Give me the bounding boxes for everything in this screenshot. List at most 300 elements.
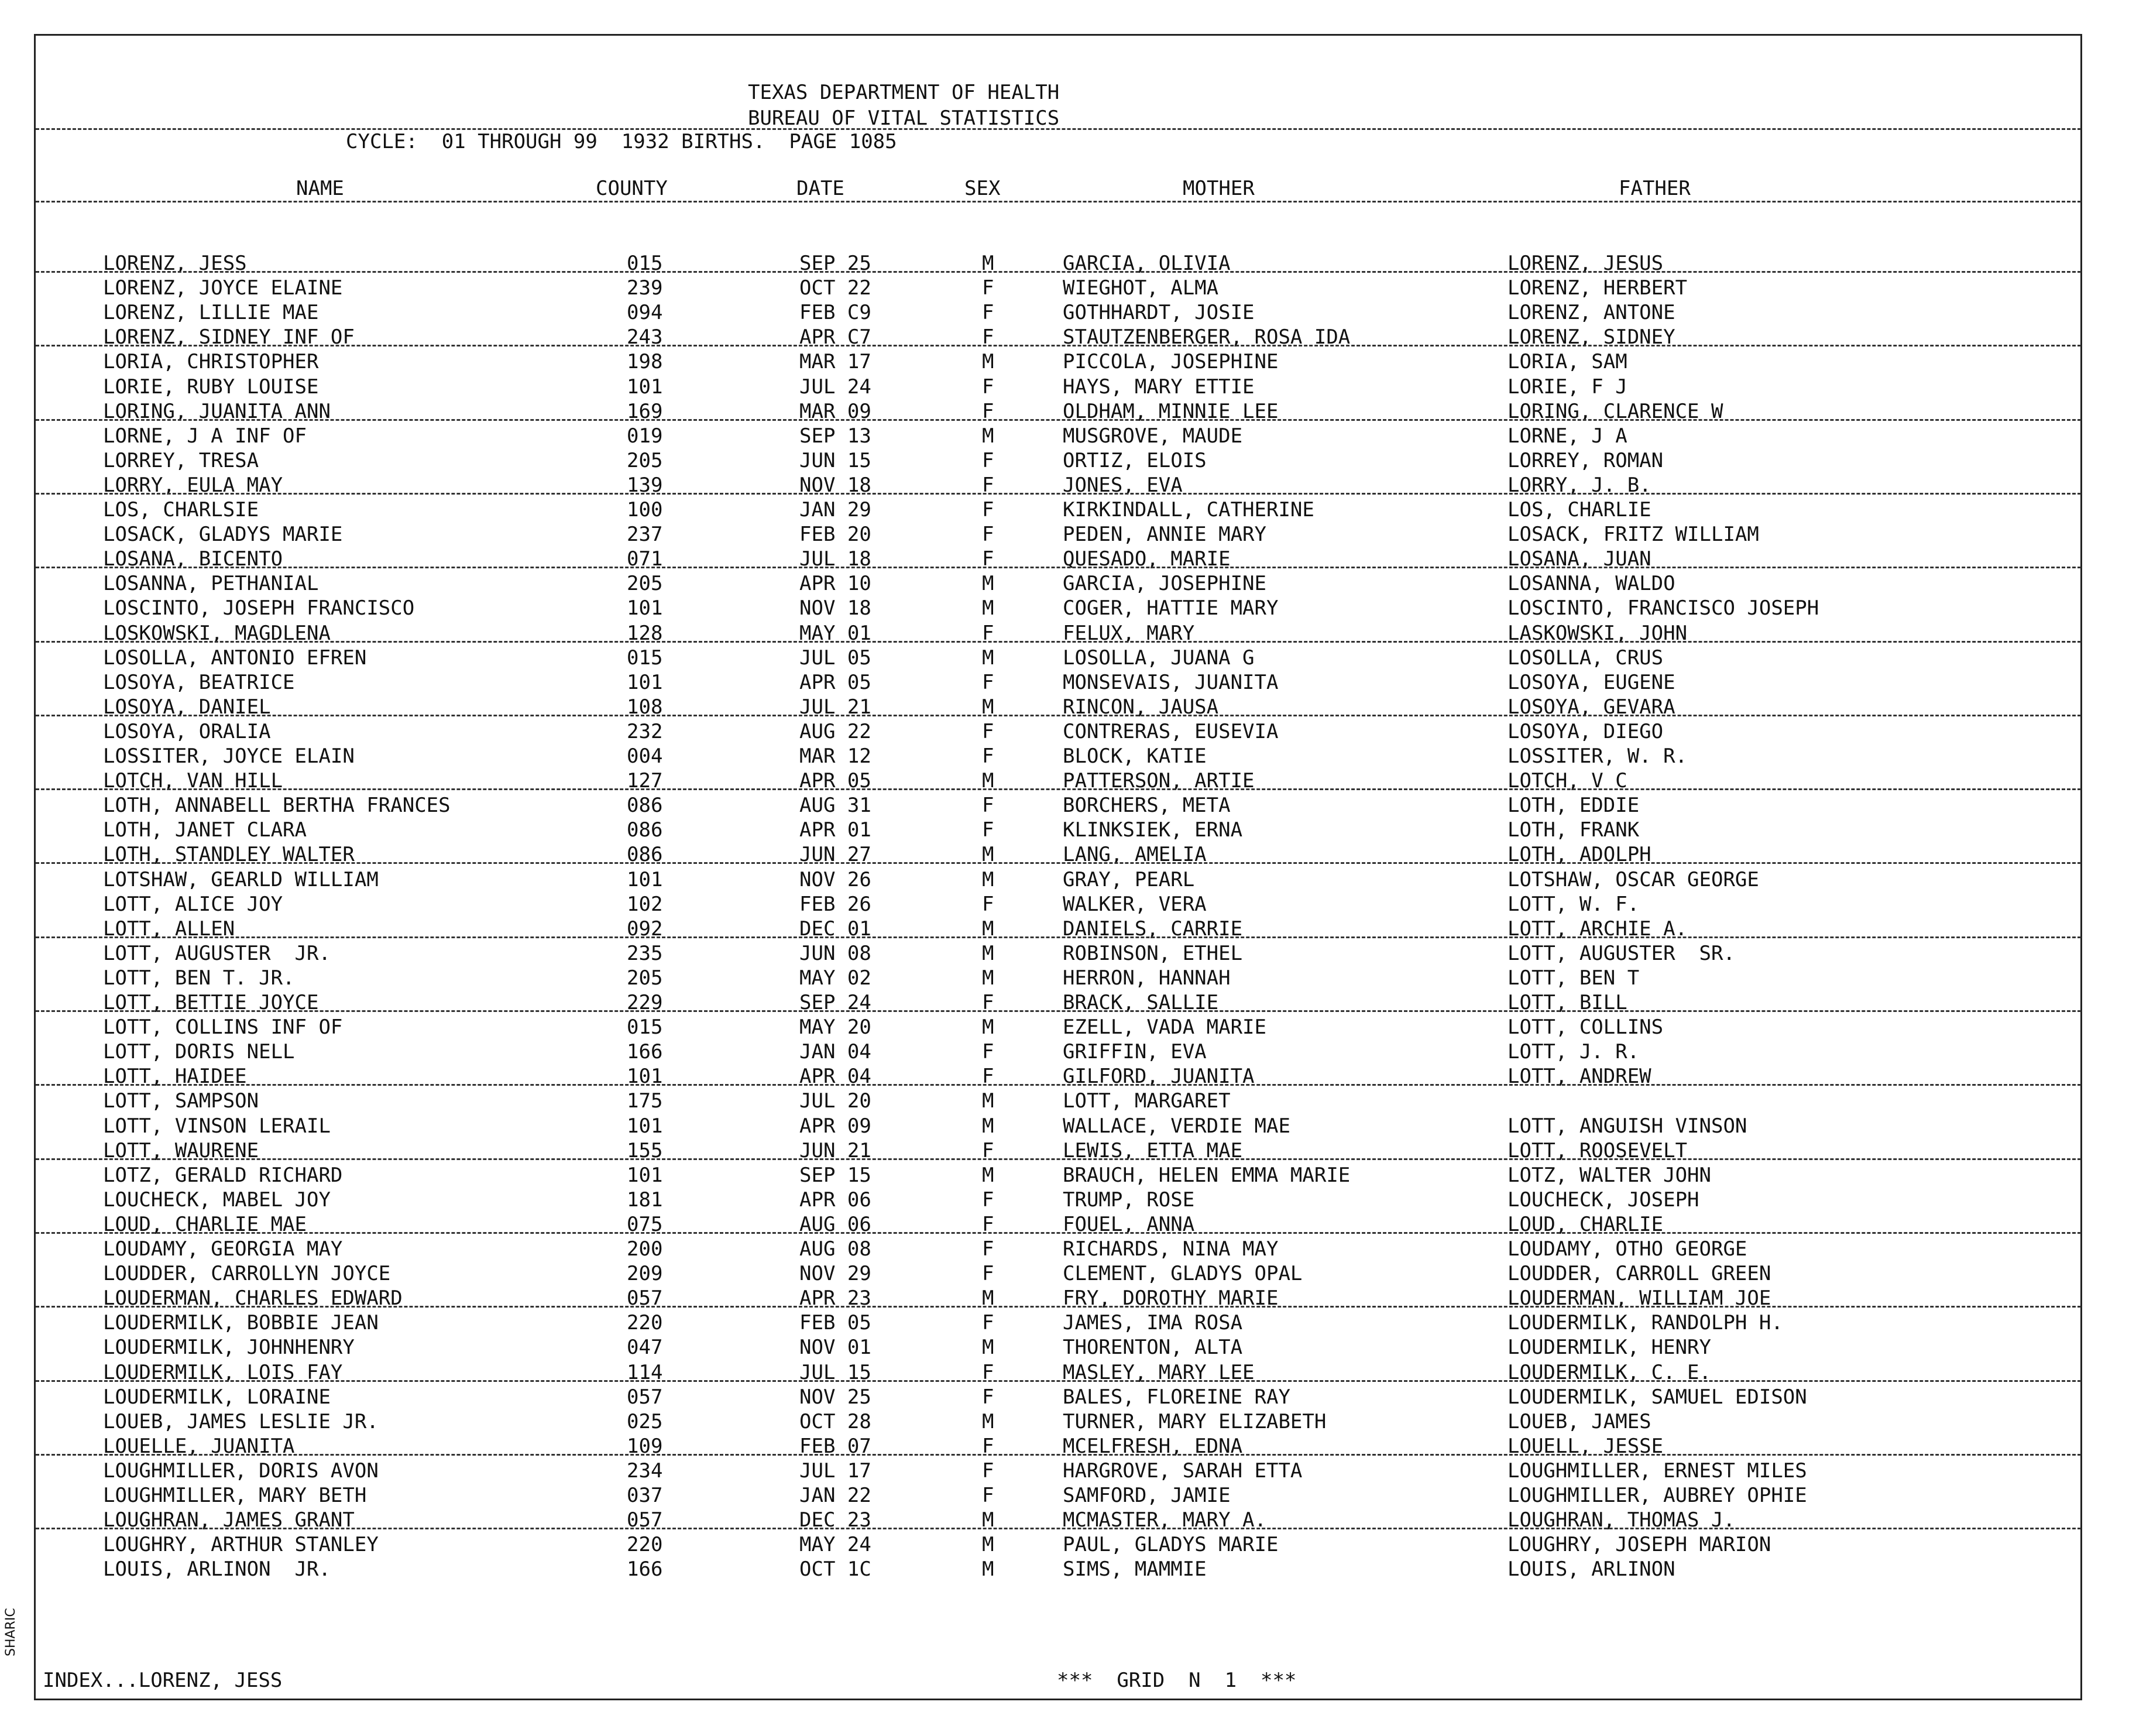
cell-father: LOUELL, JESSE (1507, 1434, 1664, 1458)
cell-county: 015 (627, 1015, 663, 1039)
cell-name: LOTT, AUGUSTER JR. (103, 941, 331, 965)
cell-date: FEB 07 (799, 1434, 871, 1458)
cell-sex: F (982, 1138, 994, 1162)
cell-county: 004 (627, 745, 663, 768)
cell-name: LORENZ, JESS (103, 252, 247, 275)
cell-date: FEB 05 (799, 1311, 871, 1335)
cell-county: 037 (627, 1484, 663, 1507)
cell-name: LOSSITER, JOYCE ELAIN (103, 745, 355, 768)
cell-date: JUL 24 (799, 375, 871, 399)
cell-father: LOTT, J. R. (1507, 1040, 1640, 1064)
row-rule (36, 1010, 2081, 1012)
cell-name: LOUGHRY, ARTHUR STANLEY (103, 1533, 379, 1557)
cell-mother: GARCIA, JOSEPHINE (1063, 572, 1266, 596)
cell-father: LORING, CLARENCE W (1507, 399, 1723, 423)
cell-mother: KIRKINDALL, CATHERINE (1063, 498, 1314, 522)
cell-county: 239 (627, 276, 663, 300)
cell-county: 071 (627, 547, 663, 571)
row-rule (36, 345, 2081, 346)
cell-sex: M (982, 867, 994, 891)
cell-sex: F (982, 1237, 994, 1261)
cell-county: 109 (627, 1434, 663, 1458)
cell-sex: F (982, 1311, 994, 1335)
column-header-county: COUNTY (596, 177, 668, 200)
cell-sex: M (982, 917, 994, 941)
cell-mother: GILFORD, JUANITA (1063, 1065, 1255, 1089)
cell-father: LORIE, F J (1507, 375, 1627, 399)
cell-name: LOTT, COLLINS INF OF (103, 1015, 343, 1039)
cell-sex: F (982, 670, 994, 694)
cell-sex: F (982, 1484, 994, 1507)
cell-father: LOTT, ARCHIE A. (1507, 917, 1688, 941)
table-row (36, 1557, 2081, 1581)
cell-date: FEB 26 (799, 892, 871, 916)
cell-mother: MASLEY, MARY LEE (1063, 1360, 1255, 1384)
cell-date: APR 23 (799, 1286, 871, 1310)
cell-date: OCT 28 (799, 1409, 871, 1433)
cell-father: LOUDERMILK, SAMUEL EDISON (1507, 1385, 1807, 1409)
cell-name: LORENZ, JOYCE ELAINE (103, 276, 343, 300)
cell-name: LOTT, DORIS NELL (103, 1040, 295, 1064)
cell-mother: CONTRERAS, EUSEVIA (1063, 719, 1279, 743)
cell-father: LOUD, CHARLIE (1507, 1212, 1664, 1236)
table-row (36, 448, 2081, 473)
cell-county: 155 (627, 1138, 663, 1162)
cell-father: LOTT, COLLINS (1507, 1015, 1664, 1039)
cell-mother: BRACK, SALLIE (1063, 991, 1219, 1014)
cell-county: 198 (627, 350, 663, 374)
cell-name: LOUD, CHARLIE MAE (103, 1212, 307, 1236)
cell-sex: F (982, 745, 994, 768)
cell-county: 086 (627, 818, 663, 842)
table-row (36, 1385, 2081, 1409)
table-row (36, 1532, 2081, 1557)
cell-date: JUL 15 (799, 1360, 871, 1384)
cell-sex: M (982, 1508, 994, 1532)
cell-name: LOTH, JANET CLARA (103, 818, 307, 842)
cell-mother: COGER, HATTIE MARY (1063, 596, 1279, 620)
column-header-mother: MOTHER (1183, 177, 1255, 200)
cell-mother: PEDEN, ANNIE MARY (1063, 523, 1266, 547)
cell-father: LOTT, BILL (1507, 991, 1627, 1014)
cell-name: LORENZ, SIDNEY INF OF (103, 325, 355, 349)
table-row (36, 1039, 2081, 1064)
cell-sex: F (982, 794, 994, 818)
cell-name: LORIE, RUBY LOUISE (103, 375, 319, 399)
cell-father: LOUCHECK, JOSEPH (1507, 1188, 1699, 1212)
cell-sex: F (982, 523, 994, 547)
cell-father: LOTH, FRANK (1507, 818, 1640, 842)
cell-sex: M (982, 350, 994, 374)
table-row (36, 1335, 2081, 1360)
cell-name: LOTT, VINSON LERAIL (103, 1114, 331, 1138)
table-row (36, 349, 2081, 374)
cell-mother: CLEMENT, GLADYS OPAL (1063, 1262, 1303, 1286)
cell-name: LOUDAMY, GEORGIA MAY (103, 1237, 343, 1261)
cell-mother: PATTERSON, ARTIE (1063, 769, 1255, 793)
cell-name: LOSOYA, DANIEL (103, 695, 271, 719)
cell-county: 229 (627, 991, 663, 1014)
row-rule (36, 715, 2081, 716)
cell-date: MAY 02 (799, 966, 871, 990)
cell-father: LORENZ, ANTONE (1507, 301, 1675, 325)
cell-mother: BORCHERS, META (1063, 794, 1231, 818)
index-footer: INDEX...LORENZ, JESS (43, 1669, 283, 1692)
cell-county: 232 (627, 719, 663, 743)
cell-date: JUN 21 (799, 1138, 871, 1162)
grid-footer: *** GRID N 1 *** (1057, 1669, 1297, 1692)
row-rule (36, 1232, 2081, 1234)
cell-sex: M (982, 252, 994, 275)
cycle-line: CYCLE: 01 THROUGH 99 1932 BIRTHS. PAGE 1085 (346, 130, 897, 153)
cell-sex: M (982, 424, 994, 448)
table-row (36, 1114, 2081, 1138)
table-row (36, 1188, 2081, 1212)
cell-sex: F (982, 1385, 994, 1409)
cell-date: JUL 20 (799, 1089, 871, 1113)
cell-county: 114 (627, 1360, 663, 1384)
row-rule (36, 493, 2081, 495)
table-row (36, 744, 2081, 768)
cell-mother: HERRON, HANNAH (1063, 966, 1231, 990)
cell-county: 175 (627, 1089, 663, 1113)
cell-name: LOUDERMILK, JOHNHENRY (103, 1336, 355, 1360)
table-row (36, 1237, 2081, 1261)
cell-county: 101 (627, 1065, 663, 1089)
table-row (36, 966, 2081, 990)
row-rule (36, 1528, 2081, 1529)
cell-mother: JAMES, IMA ROSA (1063, 1311, 1243, 1335)
cell-name: LORRY, EULA MAY (103, 473, 283, 497)
cell-date: OCT 22 (799, 276, 871, 300)
cell-name: LOUGHMILLER, MARY BETH (103, 1484, 367, 1507)
cell-county: 094 (627, 301, 663, 325)
cell-father: LORRY, J. B. (1507, 473, 1651, 497)
cell-father: LOSOLLA, CRUS (1507, 646, 1664, 670)
row-rule (36, 419, 2081, 421)
cell-sex: M (982, 966, 994, 990)
table-row (36, 424, 2081, 448)
cell-mother: MCMASTER, MARY A. (1063, 1508, 1266, 1532)
cell-mother: SIMS, MAMMIE (1063, 1557, 1207, 1581)
cell-mother: GOTHHARDT, JOSIE (1063, 301, 1255, 325)
cell-name: LOTT, WAURENE (103, 1138, 259, 1162)
cell-father: LOUGHRY, JOSEPH MARION (1507, 1533, 1771, 1557)
cell-sex: F (982, 991, 994, 1014)
cell-mother: FOUEL, ANNA (1063, 1212, 1195, 1236)
cell-date: JAN 29 (799, 498, 871, 522)
cell-county: 101 (627, 596, 663, 620)
cell-sex: F (982, 1188, 994, 1212)
cell-county: 166 (627, 1557, 663, 1581)
cell-county: 101 (627, 1114, 663, 1138)
table-row (36, 276, 2081, 300)
cell-sex: F (982, 498, 994, 522)
cell-sex: M (982, 941, 994, 965)
cell-name: LOUIS, ARLINON JR. (103, 1557, 331, 1581)
cell-name: LOTSHAW, GEARLD WILLIAM (103, 867, 379, 891)
record-list (36, 36, 2081, 1702)
cell-sex: M (982, 1286, 994, 1310)
cell-mother: TRUMP, ROSE (1063, 1188, 1195, 1212)
cell-father: LOTH, EDDIE (1507, 794, 1640, 818)
cell-date: JUL 18 (799, 547, 871, 571)
cell-name: LORENZ, LILLIE MAE (103, 301, 319, 325)
table-row (36, 1089, 2081, 1113)
cell-name: LOUDDER, CARROLLYN JOYCE (103, 1262, 391, 1286)
cell-sex: F (982, 1040, 994, 1064)
table-row (36, 1261, 2081, 1286)
cell-father: LORREY, ROMAN (1507, 448, 1664, 472)
cell-date: JUN 27 (799, 843, 871, 867)
cell-name: LOSOLLA, ANTONIO EFREN (103, 646, 367, 670)
cell-mother: BLOCK, KATIE (1063, 745, 1207, 768)
cell-date: NOV 01 (799, 1336, 871, 1360)
cell-county: 101 (627, 1163, 663, 1187)
cell-father: LOSSITER, W. R. (1507, 745, 1688, 768)
cell-father: LORENZ, SIDNEY (1507, 325, 1675, 349)
cell-mother: ORTIZ, ELOIS (1063, 448, 1207, 472)
cell-date: SEP 25 (799, 252, 871, 275)
cell-mother: WALKER, VERA (1063, 892, 1207, 916)
cell-sex: M (982, 1533, 994, 1557)
cell-county: 181 (627, 1188, 663, 1212)
table-row (36, 793, 2081, 818)
cell-sex: F (982, 375, 994, 399)
cell-name: LOUDERMILK, LORAINE (103, 1385, 331, 1409)
table-row (36, 596, 2081, 620)
table-row (36, 1409, 2081, 1434)
cell-father: LOTCH, V C (1507, 769, 1627, 793)
cell-county: 128 (627, 621, 663, 645)
birth-index-page (34, 34, 2082, 1700)
cell-mother: WALLACE, VERDIE MAE (1063, 1114, 1290, 1138)
cell-sex: M (982, 646, 994, 670)
row-rule (36, 567, 2081, 568)
cell-mother: FELUX, MARY (1063, 621, 1195, 645)
cell-sex: F (982, 1212, 994, 1236)
cell-county: 139 (627, 473, 663, 497)
table-row (36, 1163, 2081, 1188)
cell-date: JUN 15 (799, 448, 871, 472)
cell-county: 205 (627, 448, 663, 472)
cell-county: 057 (627, 1286, 663, 1310)
table-row (36, 670, 2081, 695)
cell-mother: STAUTZENBERGER, ROSA IDA (1063, 325, 1351, 349)
cell-name: LOSANNA, PETHANIAL (103, 572, 319, 596)
cell-date: APR 01 (799, 818, 871, 842)
column-header-father: FATHER (1619, 177, 1691, 200)
cell-name: LOTT, BETTIE JOYCE (103, 991, 319, 1014)
row-rule (36, 641, 2081, 643)
cell-date: JAN 22 (799, 1484, 871, 1507)
cell-father: LOSCINTO, FRANCISCO JOSEPH (1507, 596, 1819, 620)
cell-county: 166 (627, 1040, 663, 1064)
cell-name: LOSCINTO, JOSEPH FRANCISCO (103, 596, 415, 620)
cell-mother: PAUL, GLADYS MARIE (1063, 1533, 1279, 1557)
agency-title: TEXAS DEPARTMENT OF HEALTH (748, 81, 1060, 104)
cell-date: FEB 20 (799, 523, 871, 547)
cell-date: NOV 26 (799, 867, 871, 891)
cell-mother: HAYS, MARY ETTIE (1063, 375, 1255, 399)
cell-father: LORIA, SAM (1507, 350, 1627, 374)
cell-father: LOSOYA, GEVARA (1507, 695, 1675, 719)
cell-sex: F (982, 1434, 994, 1458)
cell-mother: THORENTON, ALTA (1063, 1336, 1243, 1360)
cell-name: LOUCHECK, MABEL JOY (103, 1188, 331, 1212)
cell-name: LORNE, J A INF OF (103, 424, 307, 448)
row-rule (36, 936, 2081, 938)
cell-date: JUL 21 (799, 695, 871, 719)
cell-sex: F (982, 448, 994, 472)
cell-mother: MCELFRESH, EDNA (1063, 1434, 1243, 1458)
cell-father: LOUDERMILK, RANDOLPH H. (1507, 1311, 1783, 1335)
cell-name: LOSANA, BICENTO (103, 547, 283, 571)
cell-county: 243 (627, 325, 663, 349)
table-row (36, 941, 2081, 966)
cell-date: MAY 20 (799, 1015, 871, 1039)
cell-father: LOUGHRAN, THOMAS J. (1507, 1508, 1735, 1532)
cell-mother: RINCON, JAUSA (1063, 695, 1219, 719)
cell-sex: M (982, 1015, 994, 1039)
cell-mother: DANIELS, CARRIE (1063, 917, 1243, 941)
cell-father: LOUDERMAN, WILLIAM JOE (1507, 1286, 1771, 1310)
cell-father: LOTT, ANDREW (1507, 1065, 1651, 1089)
cell-date: APR 09 (799, 1114, 871, 1138)
cell-date: APR 06 (799, 1188, 871, 1212)
cell-father: LORENZ, HERBERT (1507, 276, 1688, 300)
table-row (36, 646, 2081, 670)
cell-name: LOUEB, JAMES LESLIE JR. (103, 1409, 379, 1433)
cell-name: LOS, CHARLSIE (103, 498, 259, 522)
row-rule (36, 788, 2081, 790)
cell-county: 102 (627, 892, 663, 916)
cell-name: LOUGHMILLER, DORIS AVON (103, 1459, 379, 1483)
cell-sex: M (982, 572, 994, 596)
cell-date: MAR 17 (799, 350, 871, 374)
cell-father: LOUGHMILLER, AUBREY OPHIE (1507, 1484, 1807, 1507)
cell-father: LOTT, ROOSEVELT (1507, 1138, 1688, 1162)
cell-father: LOUGHMILLER, ERNEST MILES (1507, 1459, 1807, 1483)
cell-name: LOTT, SAMPSON (103, 1089, 259, 1113)
cell-name: LOUGHRAN, JAMES GRANT (103, 1508, 355, 1532)
side-label: SHARIC (4, 1608, 18, 1656)
cell-date: NOV 18 (799, 596, 871, 620)
cell-date: SEP 24 (799, 991, 871, 1014)
cell-county: 100 (627, 498, 663, 522)
cell-name: LOTZ, GERALD RICHARD (103, 1163, 343, 1187)
cell-date: DEC 01 (799, 917, 871, 941)
cell-mother: BALES, FLOREINE RAY (1063, 1385, 1290, 1409)
cell-date: APR 04 (799, 1065, 871, 1089)
cell-sex: F (982, 621, 994, 645)
cell-county: 101 (627, 670, 663, 694)
cell-date: FEB C9 (799, 301, 871, 325)
cell-name: LOSACK, GLADYS MARIE (103, 523, 343, 547)
cell-date: SEP 13 (799, 424, 871, 448)
cell-date: APR 05 (799, 670, 871, 694)
cell-mother: MONSEVAIS, JUANITA (1063, 670, 1279, 694)
cell-date: JAN 04 (799, 1040, 871, 1064)
cell-father: LOSOYA, EUGENE (1507, 670, 1675, 694)
cell-county: 025 (627, 1409, 663, 1433)
cell-sex: F (982, 1262, 994, 1286)
cell-mother: LANG, AMELIA (1063, 843, 1207, 867)
cell-date: JUL 17 (799, 1459, 871, 1483)
cell-sex: F (982, 473, 994, 497)
cell-county: 086 (627, 794, 663, 818)
table-row (36, 498, 2081, 522)
cell-sex: M (982, 843, 994, 867)
cell-date: SEP 15 (799, 1163, 871, 1187)
cell-mother: GRAY, PEARL (1063, 867, 1195, 891)
cell-date: MAR 12 (799, 745, 871, 768)
cell-date: DEC 23 (799, 1508, 871, 1532)
cell-county: 015 (627, 252, 663, 275)
cell-county: 127 (627, 769, 663, 793)
table-row (36, 1483, 2081, 1508)
column-header-name: NAME (296, 177, 344, 200)
cell-sex: M (982, 1114, 994, 1138)
cell-date: NOV 29 (799, 1262, 871, 1286)
cell-sex: M (982, 1557, 994, 1581)
cell-date: APR 05 (799, 769, 871, 793)
cell-sex: M (982, 596, 994, 620)
cell-name: LOSOYA, ORALIA (103, 719, 271, 743)
row-rule (36, 271, 2081, 273)
cell-father: LOUDERMILK, HENRY (1507, 1336, 1711, 1360)
table-row (36, 719, 2081, 744)
cell-father: LOS, CHARLIE (1507, 498, 1651, 522)
cell-sex: M (982, 1336, 994, 1360)
cell-mother: SAMFORD, JAMIE (1063, 1484, 1231, 1507)
cell-county: 015 (627, 646, 663, 670)
cell-name: LOUDERMILK, LOIS FAY (103, 1360, 343, 1384)
table-row (36, 892, 2081, 917)
cell-mother: QUESADO, MARIE (1063, 547, 1231, 571)
cell-county: 237 (627, 523, 663, 547)
cell-mother: GRIFFIN, EVA (1063, 1040, 1207, 1064)
cell-father: LOTSHAW, OSCAR GEORGE (1507, 867, 1759, 891)
cell-mother: RICHARDS, NINA MAY (1063, 1237, 1279, 1261)
table-row (36, 867, 2081, 892)
cell-county: 086 (627, 843, 663, 867)
cell-county: 235 (627, 941, 663, 965)
cell-name: LOUDERMAN, CHARLES EDWARD (103, 1286, 403, 1310)
cell-sex: F (982, 399, 994, 423)
row-rule (36, 1306, 2081, 1308)
cell-sex: F (982, 325, 994, 349)
cell-sex: F (982, 1459, 994, 1483)
cell-county: 205 (627, 966, 663, 990)
row-rule (36, 1380, 2081, 1382)
cell-county: 209 (627, 1262, 663, 1286)
table-row (36, 1459, 2081, 1483)
cell-mother: LOTT, MARGARET (1063, 1089, 1231, 1113)
cell-date: JUL 05 (799, 646, 871, 670)
cell-date: APR 10 (799, 572, 871, 596)
cell-father: LOTT, AUGUSTER SR. (1507, 941, 1735, 965)
cell-father: LOTH, ADOLPH (1507, 843, 1651, 867)
cell-date: AUG 06 (799, 1212, 871, 1236)
cell-name: LOTH, STANDLEY WALTER (103, 843, 355, 867)
cell-date: MAY 01 (799, 621, 871, 645)
cell-county: 092 (627, 917, 663, 941)
cell-sex: F (982, 276, 994, 300)
cell-mother: ROBINSON, ETHEL (1063, 941, 1243, 965)
row-rule (36, 862, 2081, 864)
cell-father: LOUIS, ARLINON (1507, 1557, 1675, 1581)
